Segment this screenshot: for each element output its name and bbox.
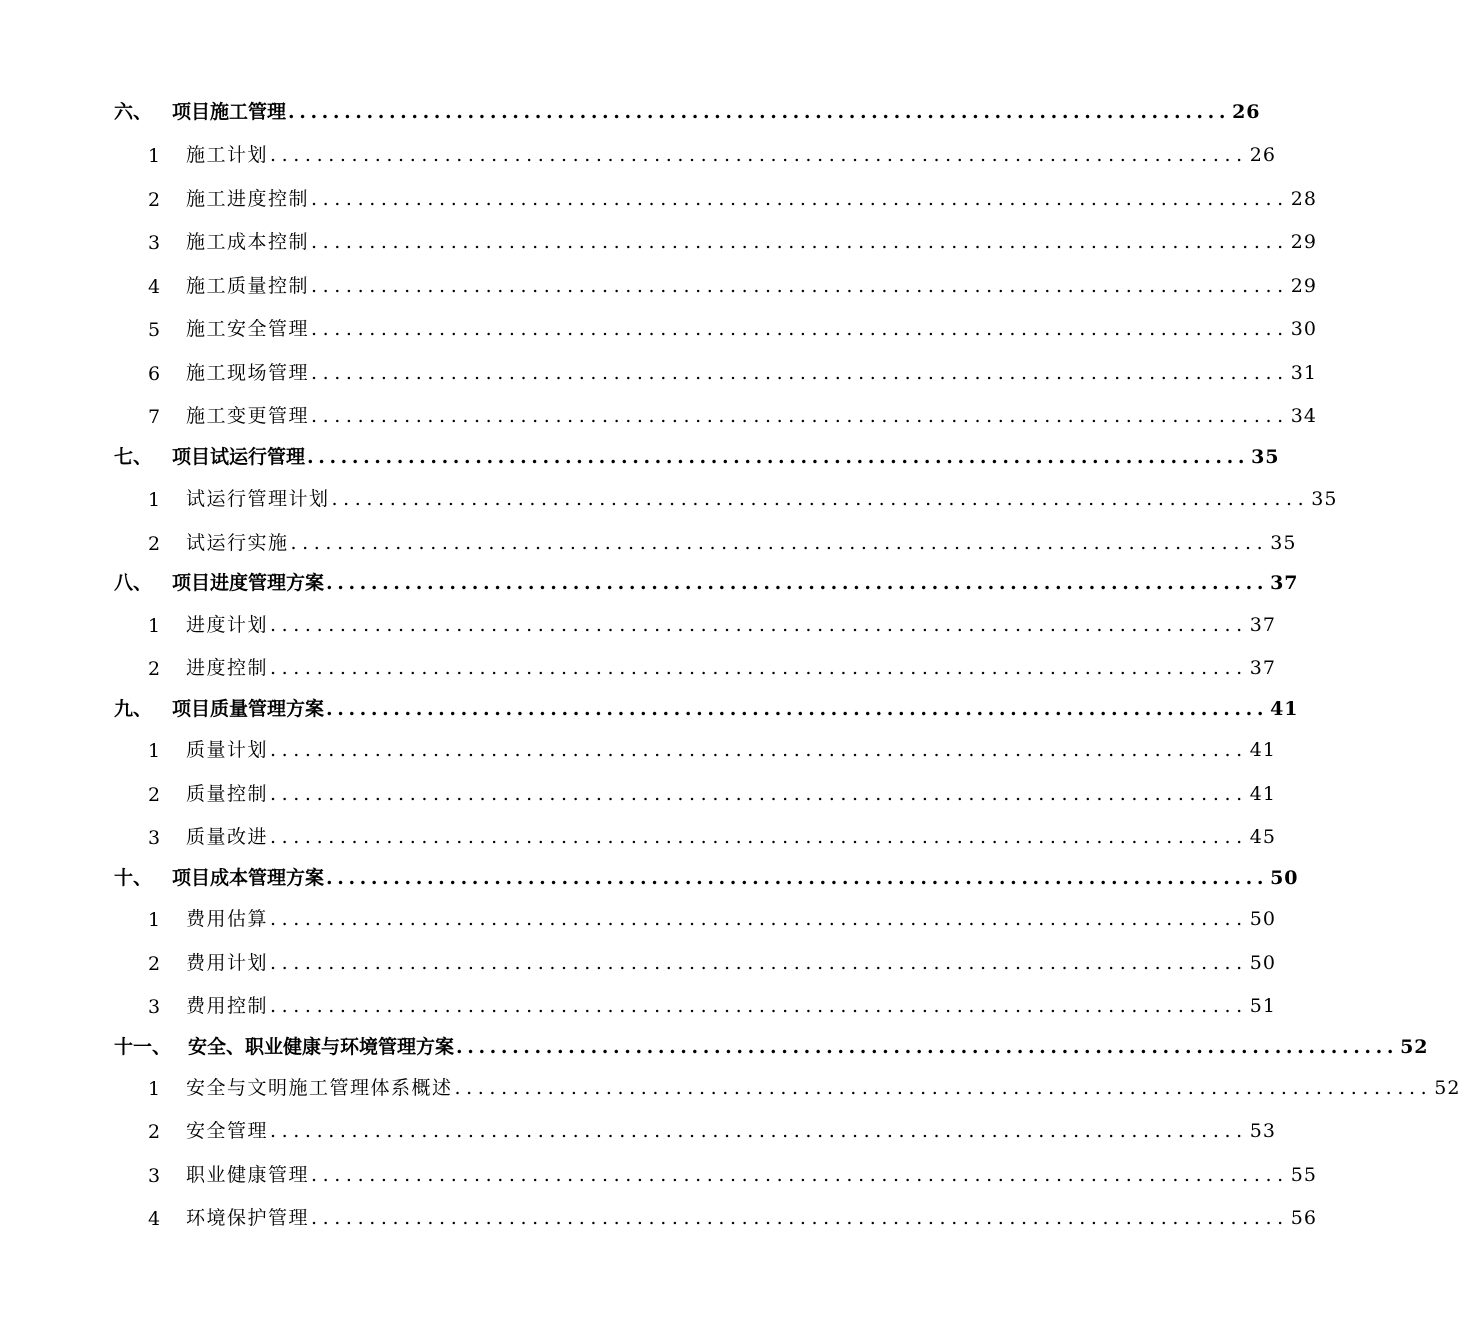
toc-leader-dots: .................................................................................... bbox=[326, 572, 1269, 594]
toc-entry-title: 职业健康管理 bbox=[186, 1164, 310, 1186]
toc-leader-dots: .................................................................................... bbox=[270, 826, 1248, 848]
toc-leader-dots: .................................................................................... bbox=[331, 488, 1310, 510]
toc-entry-number: 九、 bbox=[114, 698, 153, 720]
toc-entry[interactable] bbox=[0, 313, 1317, 347]
toc-entry-number: 十、 bbox=[114, 867, 153, 889]
toc-entry-page: 37 bbox=[1270, 572, 1299, 594]
toc-entry-number: 1 bbox=[148, 615, 161, 637]
toc-entry-page: 31 bbox=[1290, 362, 1317, 384]
toc-entry-number: 2 bbox=[148, 533, 161, 555]
toc-entry[interactable] bbox=[0, 226, 1317, 260]
toc-leader-dots: .................................................................................... bbox=[311, 188, 1289, 210]
toc-entry[interactable] bbox=[0, 441, 1280, 475]
toc-leader-dots: .................................................................................... bbox=[270, 783, 1248, 805]
toc-entry-title: 施工变更管理 bbox=[186, 405, 310, 427]
toc-entry[interactable] bbox=[0, 609, 1276, 643]
toc-entry-title: 进度控制 bbox=[186, 657, 269, 679]
toc-entry-page: 34 bbox=[1290, 405, 1317, 427]
toc-entry[interactable] bbox=[0, 1031, 1429, 1065]
toc-leader-dots: .................................................................................... bbox=[311, 405, 1289, 427]
toc-entry-title: 试运行管理计划 bbox=[186, 488, 330, 510]
toc-leader-dots: .................................................................................... bbox=[311, 318, 1289, 340]
toc-entry-page: 52 bbox=[1400, 1036, 1429, 1058]
toc-entry[interactable] bbox=[0, 652, 1276, 686]
toc-entry-title: 试运行实施 bbox=[186, 532, 289, 554]
toc-entry-title: 项目试运行管理 bbox=[172, 446, 306, 468]
toc-entry-number: 2 bbox=[148, 784, 161, 806]
toc-entry[interactable] bbox=[0, 270, 1317, 304]
toc-entry-title: 安全与文明施工管理体系概述 bbox=[186, 1077, 453, 1099]
toc-entry[interactable] bbox=[0, 821, 1276, 855]
toc-entry-title: 项目施工管理 bbox=[172, 101, 287, 123]
toc-entry-number: 3 bbox=[148, 1165, 161, 1187]
toc-entry-page: 29 bbox=[1290, 231, 1317, 253]
toc-entry-page: 50 bbox=[1249, 908, 1276, 930]
toc-entry-page: 53 bbox=[1249, 1120, 1276, 1142]
toc-entry-page: 26 bbox=[1232, 101, 1261, 123]
toc-entry-title: 安全、职业健康与环境管理方案 bbox=[188, 1036, 455, 1058]
toc-entry-page: 50 bbox=[1270, 867, 1299, 889]
toc-entry-page: 30 bbox=[1290, 318, 1317, 340]
toc-entry-number: 6 bbox=[148, 363, 161, 385]
toc-entry-title: 施工安全管理 bbox=[186, 318, 310, 340]
toc-entry-page: 26 bbox=[1249, 144, 1276, 166]
toc-entry-page: 37 bbox=[1249, 614, 1276, 636]
toc-entry-number: 1 bbox=[148, 145, 161, 167]
toc-entry-number: 3 bbox=[148, 996, 161, 1018]
toc-entry-number: 7 bbox=[148, 406, 161, 428]
toc-entry[interactable] bbox=[0, 567, 1299, 601]
toc-leader-dots: .................................................................................... bbox=[270, 995, 1248, 1017]
toc-entry-page: 37 bbox=[1249, 657, 1276, 679]
toc-entry-page: 51 bbox=[1249, 995, 1276, 1017]
toc-leader-dots: .................................................................................... bbox=[456, 1036, 1399, 1058]
toc-entry[interactable] bbox=[0, 483, 1338, 517]
toc-entry-title: 环境保护管理 bbox=[186, 1207, 310, 1229]
toc-leader-dots: .................................................................................... bbox=[311, 1207, 1289, 1229]
toc-entry-page: 35 bbox=[1251, 446, 1280, 468]
toc-entry-number: 3 bbox=[148, 827, 161, 849]
toc-entry-number: 3 bbox=[148, 232, 161, 254]
toc-entry-title: 施工质量控制 bbox=[186, 275, 310, 297]
toc-entry[interactable] bbox=[0, 1072, 1460, 1106]
toc-entry[interactable] bbox=[0, 693, 1299, 727]
toc-entry[interactable] bbox=[0, 357, 1317, 391]
toc-entry-page: 29 bbox=[1290, 275, 1317, 297]
toc-entry[interactable] bbox=[0, 96, 1261, 130]
toc-entry-page: 41 bbox=[1249, 783, 1276, 805]
toc-leader-dots: .................................................................................... bbox=[290, 532, 1269, 554]
toc-entry-number: 2 bbox=[148, 1121, 161, 1143]
toc-entry-title: 安全管理 bbox=[186, 1120, 269, 1142]
toc-leader-dots: .................................................................................... bbox=[270, 908, 1248, 930]
toc-leader-dots: .................................................................................... bbox=[307, 446, 1250, 468]
toc-entry-page: 55 bbox=[1290, 1164, 1317, 1186]
toc-entry-page: 52 bbox=[1434, 1077, 1460, 1099]
toc-entry-number: 2 bbox=[148, 189, 161, 211]
toc-entry-title: 施工现场管理 bbox=[186, 362, 310, 384]
toc-entry-page: 35 bbox=[1311, 488, 1338, 510]
toc-entry[interactable] bbox=[0, 778, 1276, 812]
toc-entry-title: 项目质量管理方案 bbox=[172, 698, 325, 720]
toc-entry-number: 2 bbox=[148, 658, 161, 680]
toc-entry-page: 45 bbox=[1249, 826, 1276, 848]
toc-entry[interactable] bbox=[0, 990, 1276, 1024]
toc-entry-number: 七、 bbox=[114, 446, 153, 468]
toc-entry-title: 施工成本控制 bbox=[186, 231, 310, 253]
toc-leader-dots: .................................................................................... bbox=[311, 362, 1289, 384]
toc-entry-page: 41 bbox=[1270, 698, 1299, 720]
toc-entry[interactable] bbox=[0, 947, 1276, 981]
toc-entry-title: 质量计划 bbox=[186, 739, 269, 761]
toc-leader-dots: .................................................................................... bbox=[270, 739, 1248, 761]
toc-entry-number: 2 bbox=[148, 953, 161, 975]
toc-entry[interactable] bbox=[0, 1159, 1317, 1193]
toc-entry-title: 质量改进 bbox=[186, 826, 269, 848]
toc-entry-title: 费用计划 bbox=[186, 952, 269, 974]
toc-leader-dots: .................................................................................... bbox=[311, 275, 1289, 297]
toc-entry-number: 十一、 bbox=[114, 1036, 172, 1058]
toc-leader-dots: .................................................................................... bbox=[288, 101, 1231, 123]
toc-entry-title: 费用估算 bbox=[186, 908, 269, 930]
toc-entry-title: 项目进度管理方案 bbox=[172, 572, 325, 594]
toc-entry[interactable] bbox=[0, 734, 1276, 768]
toc-leader-dots: .................................................................................... bbox=[311, 1164, 1289, 1186]
toc-entry-page: 50 bbox=[1249, 952, 1276, 974]
toc-entry-title: 进度计划 bbox=[186, 614, 269, 636]
toc-leader-dots: .................................................................................... bbox=[270, 952, 1248, 974]
toc-entry-title: 施工计划 bbox=[186, 144, 269, 166]
toc-entry-title: 施工进度控制 bbox=[186, 188, 310, 210]
toc-entry[interactable] bbox=[0, 527, 1297, 561]
toc-entry-number: 1 bbox=[148, 909, 161, 931]
toc-leader-dots: .................................................................................... bbox=[270, 657, 1248, 679]
toc-entry-page: 35 bbox=[1270, 532, 1297, 554]
toc-entry-number: 1 bbox=[148, 740, 161, 762]
toc-entry-number: 5 bbox=[148, 319, 161, 341]
toc-leader-dots: .................................................................................... bbox=[270, 144, 1248, 166]
toc-entry-number: 1 bbox=[148, 489, 161, 511]
toc-leader-dots: .................................................................................... bbox=[311, 231, 1289, 253]
toc-entry[interactable] bbox=[0, 903, 1276, 937]
toc-entry-page: 28 bbox=[1290, 188, 1317, 210]
toc-entry-title: 项目成本管理方案 bbox=[172, 867, 325, 889]
toc-entry-number: 六、 bbox=[114, 101, 153, 123]
toc-leader-dots: .................................................................................... bbox=[270, 614, 1248, 636]
toc-entry[interactable] bbox=[0, 400, 1317, 434]
toc-leader-dots: .................................................................................... bbox=[270, 1120, 1248, 1142]
toc-entry-number: 八、 bbox=[114, 572, 153, 594]
toc-entry[interactable] bbox=[0, 862, 1299, 896]
toc-entry-number: 4 bbox=[148, 276, 161, 298]
toc-entry-page: 41 bbox=[1249, 739, 1276, 761]
toc-leader-dots: .................................................................................... bbox=[326, 698, 1269, 720]
toc-entry[interactable] bbox=[0, 1115, 1276, 1149]
toc-entry-number: 4 bbox=[148, 1208, 161, 1230]
toc-leader-dots: .................................................................................... bbox=[326, 867, 1269, 889]
toc-entry[interactable] bbox=[0, 183, 1317, 217]
toc-leader-dots: .................................................................................... bbox=[454, 1077, 1433, 1099]
toc-entry-title: 质量控制 bbox=[186, 783, 269, 805]
toc-entry-title: 费用控制 bbox=[186, 995, 269, 1017]
toc-entry[interactable] bbox=[0, 1202, 1317, 1236]
toc-entry-number: 1 bbox=[148, 1078, 161, 1100]
toc-entry-page: 56 bbox=[1290, 1207, 1317, 1229]
toc-entry[interactable] bbox=[0, 139, 1276, 173]
